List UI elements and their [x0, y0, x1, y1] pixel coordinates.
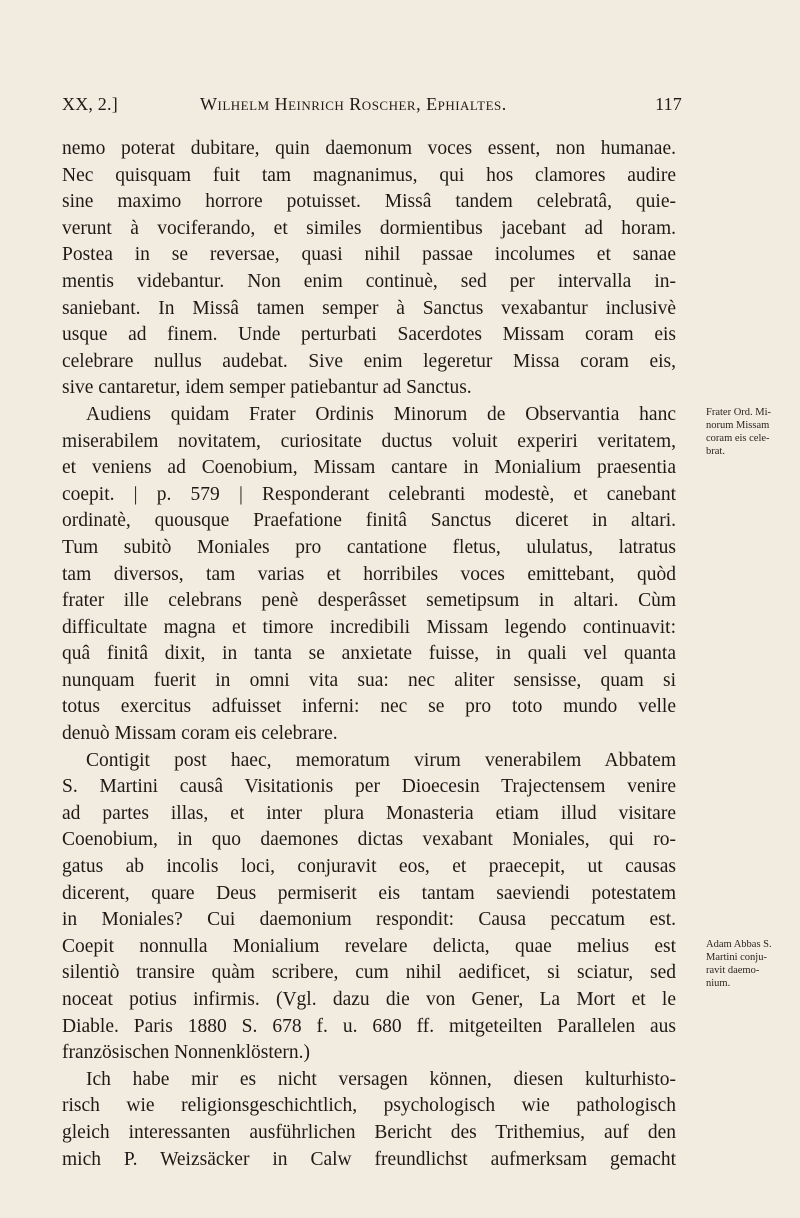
running-title: Wilhelm Heinrich Roscher, Ephialtes.	[200, 94, 507, 114]
text-line: Tum subitò Moniales pro cantatione fletus, ululatus, latratus	[62, 536, 676, 558]
text-line: totus exercitus adfuisset inferni: nec se pro toto mundo velle	[62, 696, 676, 718]
text-line: Contigit post haec, memoratum virum venerabilem Abbatem	[86, 749, 676, 771]
text-line: Coepit nonnulla Monialium revelare delicta, quae melius est	[62, 935, 676, 957]
text-line: risch wie religionsgeschichtlich, psychologisch wie pathologisch	[62, 1095, 676, 1117]
text-line: mich P. Weizsäcker in Calw freundlichst aufmerksam gemacht	[62, 1148, 676, 1170]
text-line: usque ad finem. Unde perturbati Sacerdotes Missam coram eis	[62, 324, 676, 346]
margin-note-line: nium.	[706, 978, 731, 989]
body-text	[62, 136, 676, 1173]
text-line: ad partes illas, et inter plura Monasteria etiam illud visitare	[62, 802, 676, 824]
text-line: et veniens ad Coenobium, Missam cantare in Monialium praesentia	[62, 457, 676, 479]
text-line: denuò Missam coram eis celebrare.	[62, 723, 338, 745]
text-line: ordinatè, quousque Praefatione finitâ Sanctus diceret in altari.	[62, 510, 676, 532]
text-line: nemo poterat dubitare, quin daemonum voces essent, non humanae.	[62, 138, 676, 159]
margin-note-line: Martini conju-	[706, 952, 767, 963]
text-line: dicerent, quare Deus permiserit eis tantam saeviendi potestatem	[62, 882, 676, 904]
margin-note	[706, 406, 792, 458]
text-line: verunt à vociferando, et similes dormientibus jacebant ad horam.	[62, 217, 676, 239]
text-line: mentis videbantur. Non enim continuè, sed per intervalla in-	[62, 270, 676, 292]
text-line: frater ille celebrans penè desperâsset semetipsum in altari. Cùm	[62, 590, 676, 612]
text-line: gatus ab incolis loci, conjuravit eos, et praecepit, ut causas	[62, 856, 676, 878]
text-line: Diable. Paris 1880 S. 678 f. u. 680 ff. mitgeteilten Parallelen aus	[62, 1015, 676, 1037]
text-line: silentiò transire quàm scribere, cum nihil aedificet, si sciatur, sed	[62, 962, 676, 984]
text-line: Nec quisquam fuit tam magnanimus, qui hos clamores audire	[62, 164, 676, 186]
margin-note	[706, 938, 792, 990]
margin-note-line: norum Missam	[706, 420, 770, 431]
margin-note-line: coram eis cele-	[706, 433, 770, 444]
page-number: 117	[655, 94, 682, 114]
text-line: Coenobium, in quo daemones dictas vexabant Moniales, qui ro-	[62, 829, 676, 851]
text-line: tam diversos, tam varias et horribiles voces emittebant, quòd	[62, 563, 676, 585]
text-line: nunquam fuerit in omni vita sua: nec aliter sensisse, quam si	[62, 669, 676, 691]
text-line: Postea in se reversae, quasi nihil passae incolumes et sanae	[62, 244, 676, 266]
margin-note-line: Adam Abbas S.	[706, 939, 772, 950]
text-line: Audiens quidam Frater Ordinis Minorum de Observantia hanc	[86, 403, 676, 425]
section-ref: XX, 2.]	[62, 94, 118, 114]
margin-note-line: Frater Ord. Mi-	[706, 407, 772, 418]
text-line: Ich habe mir es nicht versagen können, diesen kulturhisto-	[86, 1068, 676, 1090]
margin-note-line: ravit daemo-	[706, 965, 760, 976]
text-line: celebrare nullus audebat. Sive enim legeretur Missa coram eis,	[62, 350, 676, 372]
text-line: gleich interessanten ausführlichen Bericht des Trithemius, auf den	[62, 1121, 676, 1143]
text-line: miserabilem novitatem, curiositate ductus voluit experiri veritatem,	[62, 430, 676, 452]
text-line: quâ finitâ dixit, in tanta se anxietate fuisse, in quali vel quanta	[62, 643, 676, 665]
running-header	[62, 94, 682, 120]
text-line: coepit. | p. 579 | Responderant celebranti modestè, et canebant	[62, 483, 676, 505]
text-line: in Moniales? Cui daemonium respondit: Causa peccatum est.	[62, 909, 676, 931]
text-line: difficultate magna et timore incredibili Missam legendo continuavit:	[62, 616, 676, 638]
text-line: saniebant. In Missâ tamen semper à Sanctus vexabantur inclusivè	[62, 297, 676, 319]
text-line: französischen Nonnenklöstern.)	[62, 1042, 311, 1064]
margin-note-line: brat.	[706, 446, 725, 457]
text-line: sive cantaretur, idem semper patiebantur ad Sanctus.	[62, 377, 472, 399]
text-line: S. Martini causâ Visitationis per Dioecesin Trajectensem venire	[62, 776, 676, 798]
text-line: sine maximo horrore potuisset. Missâ tandem celebratâ, quie-	[62, 191, 676, 213]
text-line: noceat potius infirmis. (Vgl. dazu die von Gener, La Mort et le	[62, 989, 676, 1010]
